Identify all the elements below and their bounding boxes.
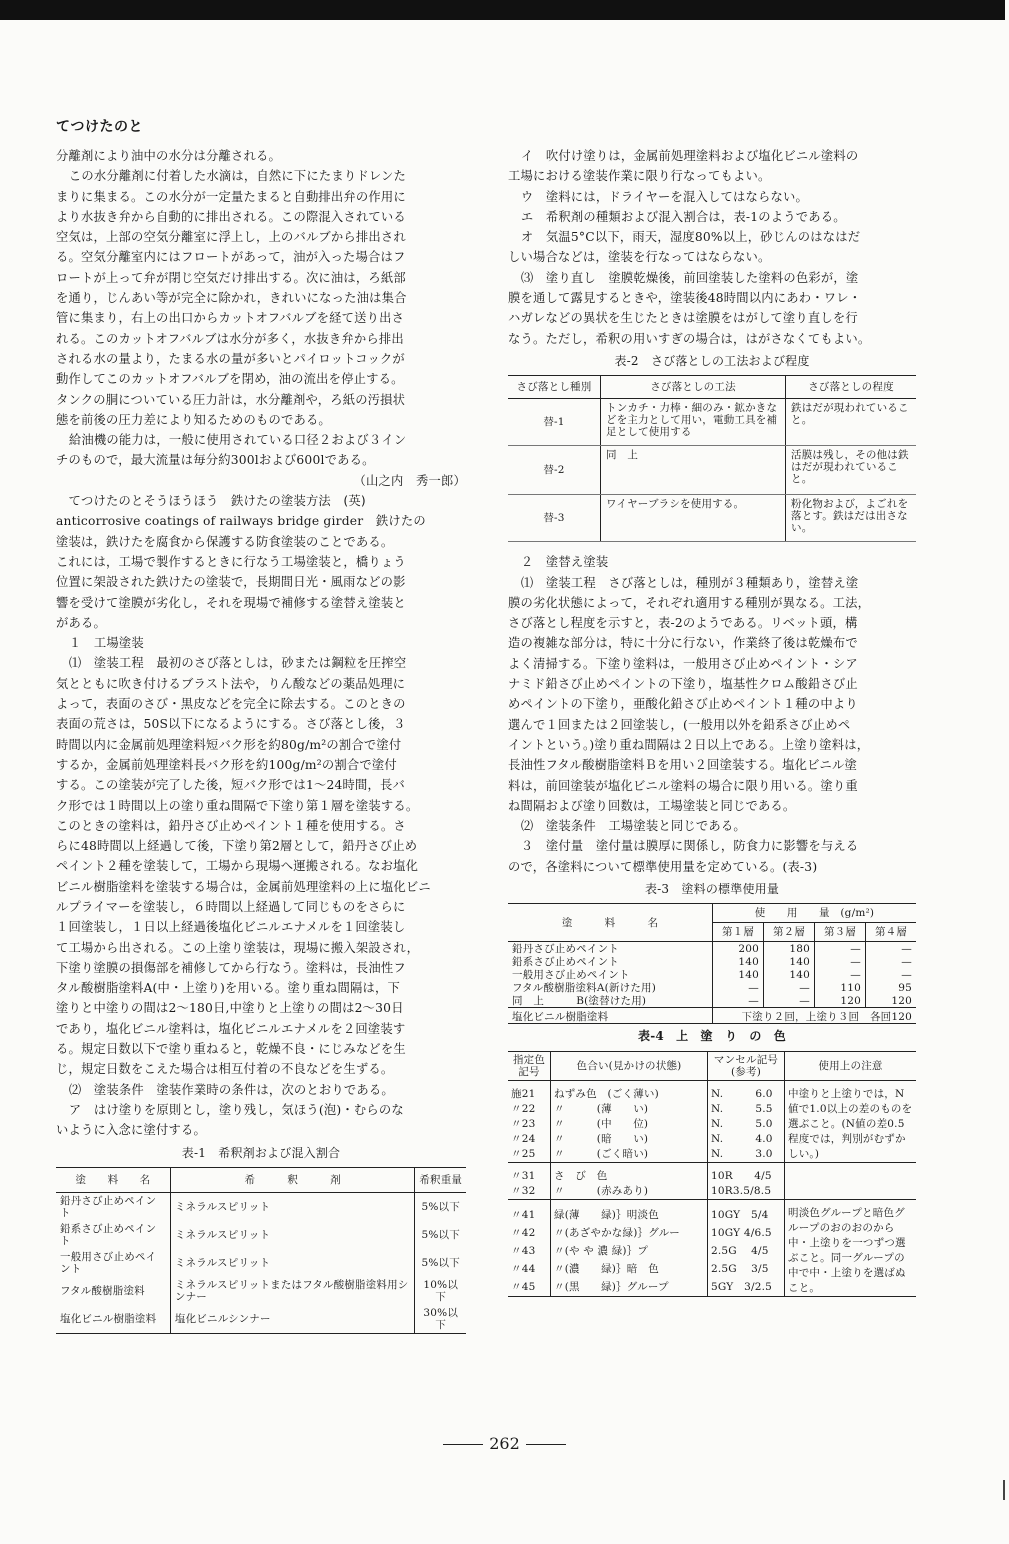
- table1-cell: 鉛丹さび止めペイント: [60, 1194, 157, 1219]
- table2: [508, 375, 916, 542]
- page-number: 262: [0, 1434, 1009, 1453]
- table4-cell: 〃 (中 位): [551, 1117, 708, 1132]
- text-line: anticorrosive coatings of railways bridge girder 鉄けたの: [56, 514, 426, 529]
- table2-cell: トンカチ・力棒・細のみ・鉱かきなどを主力として用い，電動工具を補足として使用する: [601, 399, 786, 446]
- table2-cell: 鉄はだが現われていること。: [786, 399, 917, 446]
- right-column-top-text: [508, 146, 916, 349]
- text-line: タンクの胴についている圧力計は，水分離剤や，ろ紙の汚損状: [56, 392, 406, 407]
- text-line: 態を前後の圧力差により知るためのものである。: [56, 412, 331, 427]
- table4-cell: N. 3.0: [708, 1147, 785, 1163]
- table4-cell: 2.5G 3/5: [708, 1260, 785, 1278]
- table1-cell: ミネラルスピリット: [170, 1221, 415, 1249]
- table4-cell: 10GY 4/6.5: [708, 1225, 785, 1243]
- text-line: れる。このカットオフバルブは水分が多く，水抜き弁から排出: [56, 331, 404, 346]
- table1: [56, 1167, 466, 1334]
- table4-note: 中塗りと上塗りでは，N値で1.0以上の差のものを選ぶこと。(N値の差0.5程度では，判別がむずかしい。): [785, 1080, 917, 1162]
- table-row: [508, 942, 916, 956]
- table4-cell: N. 6.0: [708, 1080, 785, 1102]
- table2-caption: 表-2 さび落としの工法および程度: [614, 353, 810, 368]
- table1-cell: 5%以下: [415, 1221, 466, 1249]
- text-line: さび落とし程度を示すと，表-2のようである。リベット頭，構: [508, 616, 858, 631]
- text-line: なう。ただし，希釈の用いすぎの場合は，はがさなくてもよい。: [508, 331, 871, 346]
- text-line: ウ 塗料には，ドライヤーを混入してはならない。: [520, 189, 808, 204]
- table2-cell: ワイヤーブラシを使用する。: [601, 495, 786, 542]
- table-row: [56, 1305, 466, 1334]
- text-line: （山之内 秀一郎）: [353, 473, 466, 488]
- table1-cell: 塩化ビニルシンナー: [170, 1305, 415, 1334]
- text-line: 気とともに吹き付けるブラスト法や，りん酸などの薬品処理に: [56, 676, 406, 691]
- table2-cell: 替-2: [508, 446, 601, 495]
- table1-cell: 5%以下: [415, 1192, 466, 1221]
- text-line: であり，塩化ビニル塗料は，塩化ビニルエナメルを２回塗装す: [56, 1021, 406, 1036]
- text-line: ロートが上って弁が閉じ空気だけ排出する。次に油は，ろ紙部: [56, 270, 406, 285]
- table4-header: 色合い(見かけの状態): [551, 1051, 708, 1080]
- text-line: 表面の荒さは，50S以下になるようにする。さび落とし後，３: [56, 717, 406, 732]
- text-line: いように入念に塗付する。: [56, 1123, 206, 1138]
- table-row: [508, 955, 916, 968]
- table4-group2: [508, 1162, 916, 1199]
- text-line: 膜を通して露見するときや，塗装後48時間以内にあわ・ワレ・: [508, 291, 862, 306]
- text-line: じ，規定日数をこえた場合は相互付着の不良などを生ずる。: [56, 1062, 394, 1077]
- table3-cell: 下塗り２回，上塗り３回 各回120: [713, 1008, 917, 1024]
- table3-caption: 表-3 塗料の標準使用量: [644, 882, 780, 897]
- text-line: 分離剤により油中の水分は分離される。: [56, 149, 281, 163]
- table3-cell: 110: [815, 981, 866, 994]
- table3-cell: —: [713, 994, 764, 1008]
- table4-cell: 〃23: [511, 1118, 536, 1131]
- text-line: ⑴ 塗装工程 最初のさび落としは，砂または鋼粒を圧搾空: [68, 656, 407, 671]
- text-line: ルプライマーを塗装し，６時間以上経過して同じものをさらに: [56, 899, 406, 914]
- text-line: る。空気分離室内にはフロートがあって，油が入った場合はフ: [56, 250, 406, 265]
- text-line: ビニル樹脂塗料を塗装する場合は，金属前処理塗料の上に塩化ビニ: [56, 879, 431, 894]
- table3-name-header: 塗 料 名: [508, 904, 713, 942]
- table4-cell: 〃22: [511, 1103, 536, 1116]
- table2-cell: 粉化物および，よごれを落とす。鉄はだは出さない。: [786, 495, 917, 542]
- table-row: [508, 981, 916, 994]
- text-line: て工場から出される。この上塗り塗装は，現場に搬入架設され，: [56, 940, 420, 955]
- text-line: イ 吹付け塗りは，金属前処理塗料および塩化ビニル塗料の: [520, 149, 859, 163]
- table1-body: [56, 1192, 466, 1333]
- table1-caption: 表-1 希釈剤および混入割合: [181, 1145, 341, 1160]
- table3-cell: —: [815, 942, 866, 956]
- text-line: 塗装は，鉄けたを腐食から保護する防食塗装のことである。: [56, 534, 394, 549]
- table3-layer-header: 第３層: [815, 923, 866, 942]
- text-line: めペイントの下塗り，亜酸化鉛さび止めペイント１種の中より: [508, 697, 858, 712]
- table4-note: [785, 1162, 917, 1199]
- text-line: １ 工場塗装: [68, 636, 144, 651]
- text-line: エ 希釈剤の種類および混入割合は，表-1のようである。: [520, 209, 846, 224]
- table-row: [56, 1221, 466, 1249]
- table2-cell: 同 上: [601, 446, 786, 495]
- table3-cell: 120: [815, 994, 866, 1008]
- table3-cell: 同 上 B(塗替けた用): [512, 994, 647, 1007]
- text-line: ア はけ塗りを原則とし，塗り残し，気ほう(泡)・むらのな: [68, 1102, 404, 1117]
- scan-edge-mark: [1003, 1480, 1005, 1500]
- table4-group1: [508, 1080, 916, 1162]
- text-line: 膜の劣化状態によって，それぞれ適用する種別が異なる。工法，: [508, 595, 871, 610]
- table2-body: [508, 399, 916, 542]
- table1-header: 希釈重量: [415, 1167, 466, 1192]
- table4-header: 指定色記号: [508, 1051, 551, 1080]
- text-line: ⑴ 塗装工程 さび落としは，種別が３種類あり，塗替え塗: [520, 575, 859, 590]
- table3-layer-header: 第１層: [713, 923, 764, 942]
- text-line: するか，金属前処理塗料長バク形を約100g/m²の割合で塗付: [56, 757, 397, 772]
- table4-caption: 表-4 上 塗 り の 色: [638, 1029, 786, 1044]
- table4-cell: 〃(あざやかな緑)｝グルー: [551, 1225, 708, 1243]
- table4-cell: 緑(薄 緑)｝明淡色: [551, 1199, 708, 1224]
- table4-cell: N. 4.0: [708, 1132, 785, 1147]
- table3-cell: 鉛丹さび止めペイント: [512, 942, 619, 955]
- table3-cell: 140: [713, 955, 764, 968]
- table4-cell: 〃32: [511, 1185, 536, 1198]
- table1-cell: 10%以下: [415, 1277, 466, 1305]
- text-line: ３ 塗付量 塗付量は膜厚に関係し，防食力に影響を与える: [520, 839, 859, 854]
- text-line: 長油性フタル酸樹脂塗料Ｂを用い２回塗装する。塩化ビニル塗: [508, 758, 858, 773]
- text-line: 選んで１回または２回塗装し，(一般用以外を鉛系さび止めペ: [508, 717, 851, 732]
- table1-cell: ミネラルスピリット: [170, 1249, 415, 1277]
- table4-cell: 〃 (ごく暗い): [551, 1147, 708, 1163]
- text-line: がある。: [56, 615, 106, 630]
- text-line: このときの塗料は，鉛丹さび止めペイント１種を使用する。さ: [56, 818, 406, 833]
- table3-cell: 140: [713, 968, 764, 981]
- text-line: よく清掃する。下塗り塗料は，一般用さび止めペイント・シア: [508, 656, 858, 671]
- table2-header: さび落としの程度: [786, 376, 917, 399]
- table3-cell: —: [764, 994, 815, 1008]
- text-line: タル酸樹脂塗料A(中・上塗り)を用いる。塗り重ね間隔は，下: [56, 981, 400, 996]
- left-column: [56, 146, 466, 1334]
- table1-header: 希 釈 剤: [170, 1167, 415, 1192]
- text-line: オ 気温5°C以下，雨天，湿度80%以上，砂じんのはなはだ: [520, 230, 861, 245]
- table3-cell: —: [815, 968, 866, 981]
- table4-cell: 〃45: [511, 1280, 536, 1293]
- table3-cell: 鉛系さび止めペイント: [512, 955, 619, 968]
- table4-cell: 〃(や や 濃 緑)｝プ: [551, 1242, 708, 1260]
- text-line: １回塗装し，１日以上経過後塩化ビニルエナメルを１回塗装し: [56, 920, 406, 935]
- text-line: 塗りと中塗りの間は2～180日,中塗りと上塗りの間は2～30日: [56, 1001, 404, 1016]
- text-line: 時間以内に金属前処理塗料短バク形を約80g/m²の割合で塗付: [56, 737, 402, 752]
- table1-cell: ミネラルスピリットまたはフタル酸樹脂塗料用シンナー: [170, 1277, 415, 1305]
- table-row: [56, 1277, 466, 1305]
- text-line: この水分離剤に付着した水滴は，自然に下にたまりドレンた: [68, 169, 407, 184]
- table1-cell: 鉛系さび止めペイント: [60, 1222, 157, 1247]
- text-line: 動作してこのカットオフバルブを閉め，油の流出を停止する。: [56, 372, 404, 387]
- table4-cell: 10R 4/5: [708, 1162, 785, 1184]
- table3-cell: 塩化ビニル樹脂塗料: [508, 1008, 713, 1024]
- table4-cell: 〃(濃 緑)｝暗 色: [551, 1260, 708, 1278]
- text-line: 響を受けて塗膜が劣化し，それを現場で補修する塗替え塗装と: [56, 595, 406, 610]
- table3-cell: 120: [866, 994, 917, 1008]
- table-row: [508, 446, 916, 495]
- table4-cell: 〃 (赤みあり): [551, 1184, 708, 1200]
- table4-cell: 5GY 3/2.5: [708, 1278, 785, 1296]
- table-row: [508, 1199, 916, 1224]
- table-row: [508, 968, 916, 981]
- table2-header: さび落としの工法: [601, 376, 786, 399]
- table3: [508, 903, 916, 1024]
- table1-cell: 一般用さび止めペイント: [60, 1250, 157, 1275]
- table3-body: [508, 942, 916, 1008]
- table1-cell: フタル酸樹脂塗料: [60, 1284, 145, 1297]
- text-line: これには，工場で製作するときに行なう工場塗装と，橋りょう: [56, 554, 406, 569]
- table3-cell: 180: [764, 942, 815, 956]
- table2-cell: 替-1: [508, 399, 601, 446]
- text-line: ハガレなどの異状を生じたときは塗膜をはがして塗り直しを行: [508, 311, 858, 326]
- table4-cell: 10R3.5/8.5: [708, 1184, 785, 1200]
- text-line: らに48時間以上経過して後，下塗り第2層として，鉛丹さび止め: [56, 839, 418, 854]
- table3-cell: 200: [713, 942, 764, 956]
- text-line: ので，各塗料について標準使用量を定めている。(表-3): [508, 859, 818, 874]
- text-line: てつけたのとそうほうほう 鉄けたの塗装方法 (英): [56, 494, 366, 509]
- table3-cell: 140: [764, 968, 815, 981]
- text-line: よって，表面のさび・黒皮などを完全に除去する。このときの: [56, 697, 406, 712]
- table4-cell: 〃41: [508, 1199, 551, 1224]
- text-line: しい場合などは，塗装を行なってはならない。: [508, 250, 771, 265]
- text-line: より水抜き弁から自動的に排出される。この際混入されている: [56, 209, 406, 224]
- table4-cell: 〃43: [511, 1245, 536, 1258]
- table1-cell: 塩化ビニル樹脂塗料: [60, 1312, 157, 1325]
- text-line: 管に集まり，右上の出口からカットオフバルブを経て送り出さ: [56, 311, 405, 326]
- text-line: 空気は，上部の空気分離室に浮上し，上のバルブから排出され: [56, 230, 406, 245]
- table4-cell: 施21: [511, 1088, 536, 1101]
- text-line: チのもので，最大流量は毎分約300lおよび600lである。: [56, 453, 375, 468]
- table2-cell: 替-3: [508, 495, 601, 542]
- table-row: [508, 1162, 916, 1184]
- table3-cell: —: [866, 968, 917, 981]
- text-line: ⑵ 塗装条件 工場塗装と同じである。: [520, 819, 746, 834]
- table3-cell: —: [764, 981, 815, 994]
- table1-cell: ミネラルスピリット: [170, 1192, 415, 1221]
- text-line: 料は，前回塗装が塩化ビニル塗料の場合に限り用いる。塗り重: [508, 778, 858, 793]
- table4-cell: ねずみ色 (ごく薄い): [551, 1080, 708, 1102]
- table3-usage-header: 使 用 量 (g/m²): [713, 904, 917, 923]
- table-row: [508, 994, 916, 1008]
- text-line: ペイント２種を塗装して，工場から現場へ運搬される。なお塩化: [56, 859, 419, 874]
- table4-header: 使用上の注意: [785, 1051, 917, 1080]
- text-line: する。この塗装が完了した後，短バク形では1～24時間，長バ: [56, 778, 405, 793]
- table4-note: 明淡色グループと暗色グループのおのおのから中・上塗りを一つずつ選ぶこと。同一グループの中で中・上塗りを選ばぬこと。: [785, 1199, 917, 1296]
- table3-cell: フタル酸樹脂塗料A(新けた用): [512, 981, 657, 994]
- text-line: ク形では１時間以上の塗り重ね間隔で下塗り第１層を塗装する。: [56, 798, 419, 813]
- table3-cell: —: [713, 981, 764, 994]
- text-line: ⑵ 塗装条件 塗装作業時の条件は，次のとおりである。: [68, 1082, 394, 1097]
- right-column-mid-text: [508, 552, 916, 877]
- right-column: [508, 146, 916, 1297]
- text-line: 位置に架設された鉄けたの塗装で，長期間日光・風雨などの影: [56, 575, 406, 590]
- table4-cell: 〃 (薄 い): [551, 1102, 708, 1117]
- table1-header: 塗 料 名: [56, 1167, 170, 1192]
- text-line: イントという。)塗り重ね間隔は２日以上である。上塗り塗料は，: [508, 737, 870, 752]
- table4-cell: 〃31: [508, 1162, 551, 1184]
- table2-header: さび落とし種別: [508, 376, 601, 399]
- table3-cell: —: [866, 955, 917, 968]
- text-line: る。規定日数以下で塗り重ねると，乾燥不良・にじみなどを生: [56, 1042, 406, 1057]
- left-column-text: [56, 146, 466, 1141]
- table4-cell: 〃25: [511, 1148, 536, 1161]
- table3-cell: 140: [764, 955, 815, 968]
- running-head: てつけたのと: [56, 119, 143, 135]
- table-row: [508, 1080, 916, 1102]
- table3-layer-header: 第４層: [866, 923, 917, 942]
- table4-cell: 〃(黒 緑)｝グループ: [551, 1278, 708, 1296]
- table4-cell: 10GY 5/4: [708, 1199, 785, 1224]
- text-line: まりに集まる。この水分が一定量たまると自動排出弁の作用に: [56, 189, 406, 204]
- text-line: ナミド鉛さび止めペイントの下塗り，塩基性クロム酸鉛さび止: [508, 677, 858, 692]
- text-line: を通り，じんあい等が完全に除かれ，きれいになった油は集合: [56, 291, 407, 306]
- text-line: される水の量より，たまる水の量が多いとパイロットコックが: [56, 351, 405, 366]
- text-line: 給油機の能力は，一般に使用されている口径２および３イン: [68, 433, 407, 448]
- table2-cell: 活膜は残し，その他は鉄はだが現われていること。: [786, 446, 917, 495]
- table4-cell: 〃44: [511, 1262, 536, 1275]
- table3-cell: 一般用さび止めペイント: [512, 968, 630, 981]
- text-line: 工場における塗装作業に限り行なってもよい。: [508, 169, 771, 184]
- table-row: [56, 1249, 466, 1277]
- table3-layer-header: 第２層: [764, 923, 815, 942]
- table4-header: マンセル記号(参考): [708, 1051, 785, 1080]
- table-row: [56, 1192, 466, 1221]
- table4-cell: N. 5.0: [708, 1117, 785, 1132]
- table3-cell: —: [815, 955, 866, 968]
- table4: [508, 1051, 916, 1297]
- table-row: [508, 399, 916, 446]
- table4-group3: [508, 1199, 916, 1296]
- table4-cell: 〃 (暗 い): [551, 1132, 708, 1147]
- text-line: 造の複雑な部分は，特に十分に行ない，作業終了後は乾燥布で: [508, 636, 858, 651]
- table4-cell: さ び 色: [551, 1162, 708, 1184]
- table4-cell: 〃24: [511, 1133, 536, 1146]
- table1-cell: 30%以下: [415, 1305, 466, 1334]
- table4-cell: 〃42: [511, 1227, 536, 1240]
- table1-cell: 5%以下: [415, 1249, 466, 1277]
- table3-cell: 95: [866, 981, 917, 994]
- text-line: 下塗り塗膜の損傷部を補修してから行なう。塗料は，長油性フ: [56, 960, 406, 975]
- table4-cell: 2.5G 4/5: [708, 1242, 785, 1260]
- table3-cell: —: [866, 942, 917, 956]
- text-line: ね間隔および塗り回数は，工場塗装と同じである。: [508, 798, 796, 813]
- table-row: [508, 495, 916, 542]
- text-line: ⑶ 塗り直し 塗膜乾燥後，前回塗装した塗料の色彩が，塗: [520, 270, 859, 285]
- table4-cell: N. 5.5: [708, 1102, 785, 1117]
- scan-top-border: [0, 0, 1005, 20]
- text-line: ２ 塗替え塗装: [520, 555, 609, 570]
